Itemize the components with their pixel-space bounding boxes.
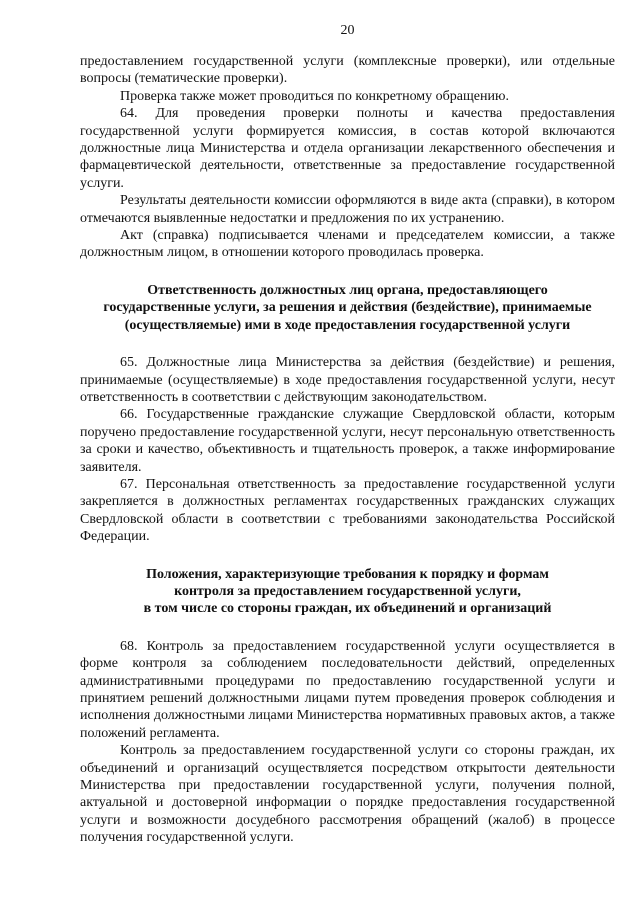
paragraph-item-64: 64. Для проведения проверки полноты и качества предоставления государственной услуги формируется комиссия, в состав которой включаются должностные лица Министерства и отдела организации лекарственного обеспечения и фармацевтической деятельности, ответственные за предоставление государственной услуги. xyxy=(80,106,615,191)
heading-line: в том числе со стороны граждан, их объединений и организаций xyxy=(143,601,552,617)
paragraph: Проверка также может проводиться по конкретному обращению. xyxy=(120,88,509,104)
paragraph: Акт (справка) подписывается членами и председателем комиссии, а также должностным лицом, в отношении которого проводилась проверка. xyxy=(80,228,615,261)
paragraph: предоставлением государственной услуги (комплексные проверки), или отдельные вопросы (тематические проверки). xyxy=(80,54,615,87)
heading-line: (осуществляемые) ими в ходе предоставления государственной услуги xyxy=(124,317,571,333)
heading-line: Ответственность должностных лиц органа, предоставляющего xyxy=(147,282,548,298)
paragraph: Результаты деятельности комиссии оформляются в виде акта (справки), в котором отмечаются выявленные недостатки и предложения по их устранению. xyxy=(80,193,615,226)
section-heading-responsibility xyxy=(80,282,615,334)
document-page xyxy=(80,22,615,847)
paragraph-item-65: 65. Должностные лица Министерства за действия (бездействие) и решения, принимаемые (осуществляемые) в ходе предоставления государственной услуги, несут ответственность в соответствии с действующим законодательством. xyxy=(80,355,615,405)
paragraph-item-67: 67. Персональная ответственность за предоставление государственной услуги закрепляется в должностных регламентах государственных гражданских служащих Свердловской области в соответствии с требованиями законодательства Российской Федерации. xyxy=(80,476,615,545)
section-bottom xyxy=(80,638,615,847)
section-mid xyxy=(80,354,615,545)
paragraph: Контроль за предоставлением государственной услуги со стороны граждан, их объединений и организаций осуществляется посредством открытости деятельности Министерства при предоставлении государственной услуги, получения полной, актуальной и достоверной информации о порядке предоставления государственной услуги и возможности досудебного рассмотрения обращений (жалоб) в процессе получения государственной услуги. xyxy=(80,743,615,846)
heading-line: государственные услуги, за решения и действия (бездействие), принимаемые xyxy=(103,300,592,316)
section-top xyxy=(80,53,615,262)
heading-line: Положения, характеризующие требования к порядку и формам xyxy=(146,566,549,582)
section-heading-control xyxy=(80,566,615,618)
heading-line: контроля за предоставлением государственной услуги, xyxy=(174,583,521,599)
paragraph-item-68: 68. Контроль за предоставлением государственной услуги осуществляется в форме контроля за соблюдением последовательности действий, определенных административными процедурами по предоставлению государственной услуги и принятием решений должностными лицами путем проведения проверок соблюдения и исполнения должностными лицами Министерства нормативных правовых актов, а также положений регламента. xyxy=(80,638,615,741)
page-number: 20 xyxy=(340,23,355,38)
paragraph-item-66: 66. Государственные гражданские служащие Свердловской области, которым поручено предоставление государственной услуги, несут персональную ответственность за сроки и качество, объективность и тщательность проверок, а также информирование заявителя. xyxy=(80,407,615,475)
